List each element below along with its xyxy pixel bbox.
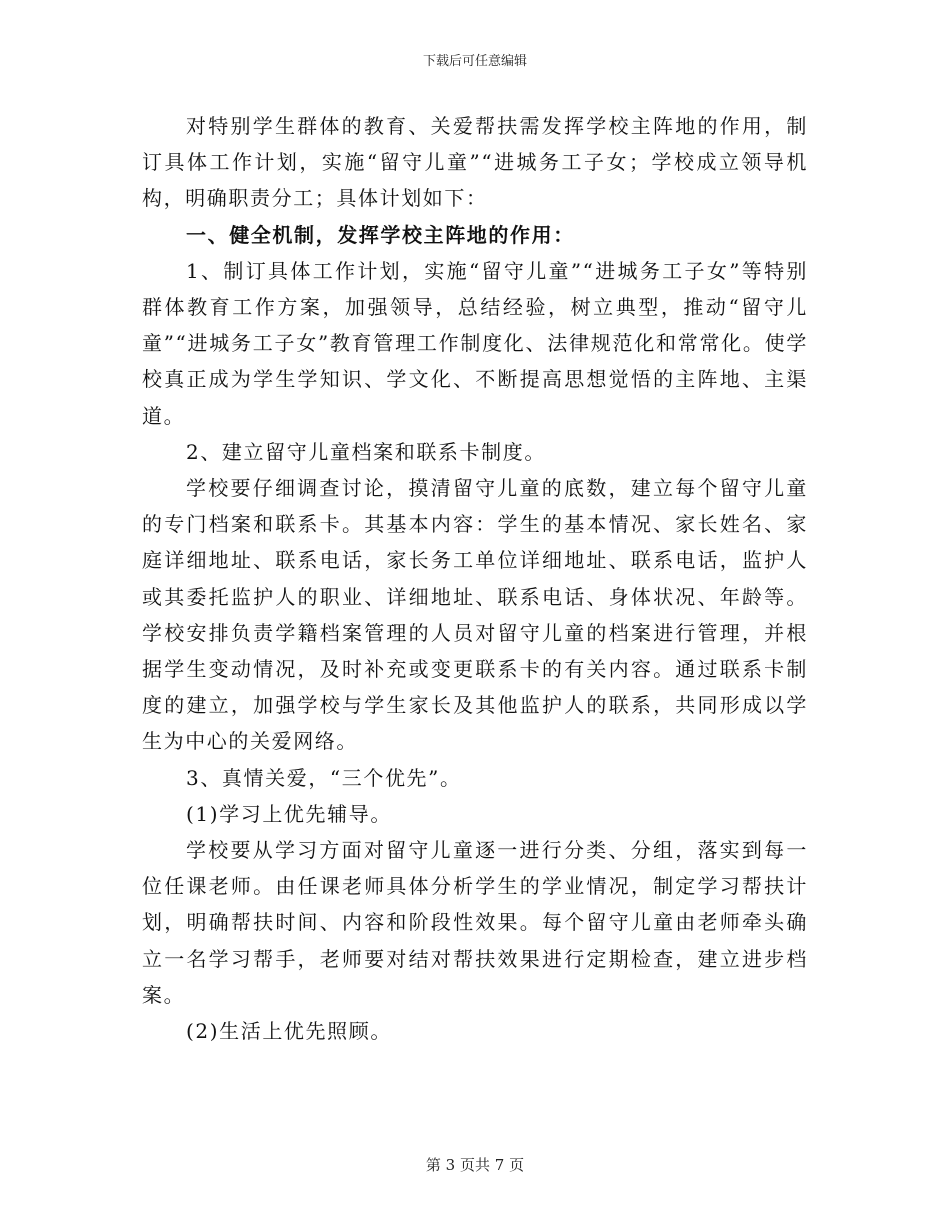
page-header: 下载后可任意编辑 — [422, 54, 527, 69]
subitem-1-paragraph: 学校要从学习方面对留守儿童逐一进行分类、分组，落实到每一位任课老师。由任课老师具体分析学生的学业情况，制定学习帮扶计划，明确帮扶时间、内容和阶段性效果。每个留守儿童由老师牵头确立一名学习帮手，老师要对结对帮扶效果进行定期检查，建立进步档案。 — [142, 838, 808, 1007]
page-footer: 第 3 页共 7 页 — [425, 1156, 525, 1174]
subitem-1-heading: (1)学习上优先辅导。 — [186, 801, 392, 826]
document-body — [142, 108, 808, 1049]
item-2-heading: 2、建立留守儿童档案和联系卡制度。 — [186, 439, 546, 464]
item-1-paragraph: 1、制订具体工作计划，实施“留守儿童”“进城务工子女”等特别群体教育工作方案，加强领导，总结经验，树立典型，推动“留守儿童”“进城务工子女”教育管理工作制度化、法律规范化和常常化。使学校真正成为学生学知识、学文化、不断提高思想觉悟的主阵地、主渠道。 — [142, 258, 808, 428]
intro-paragraph: 对特别学生群体的教育、关爱帮扶需发挥学校主阵地的作用，制订具体工作计划，实施“留守儿童”“进城务工子女；学校成立领导机构，明确职责分工；具体计划如下： — [142, 114, 808, 211]
section-heading: 一、健全机制，发挥学校主阵地的作用： — [186, 222, 575, 247]
item-2-paragraph: 学校要仔细调查讨论，摸清留守儿童的底数，建立每个留守儿童的专门档案和联系卡。其基本内容：学生的基本情况、家长姓名、家庭详细地址、联系电话，家长务工单位详细地址、联系电话，监护人或其委托监护人的职业、详细地址、联系电话、身体状况、年龄等。学校安排负责学籍档案管理的人员对留守儿童的档案进行管理，并根据学生变动情况，及时补充或变更联系卡的有关内容。通过联系卡制度的建立，加强学校与学生家长及其他监护人的联系，共同形成以学生为中心的关爱网络。 — [142, 476, 808, 754]
subitem-2-heading: (2)生活上优先照顾。 — [186, 1019, 392, 1044]
item-3-heading: 3、真情关爱，“三个优先”。 — [186, 765, 462, 790]
